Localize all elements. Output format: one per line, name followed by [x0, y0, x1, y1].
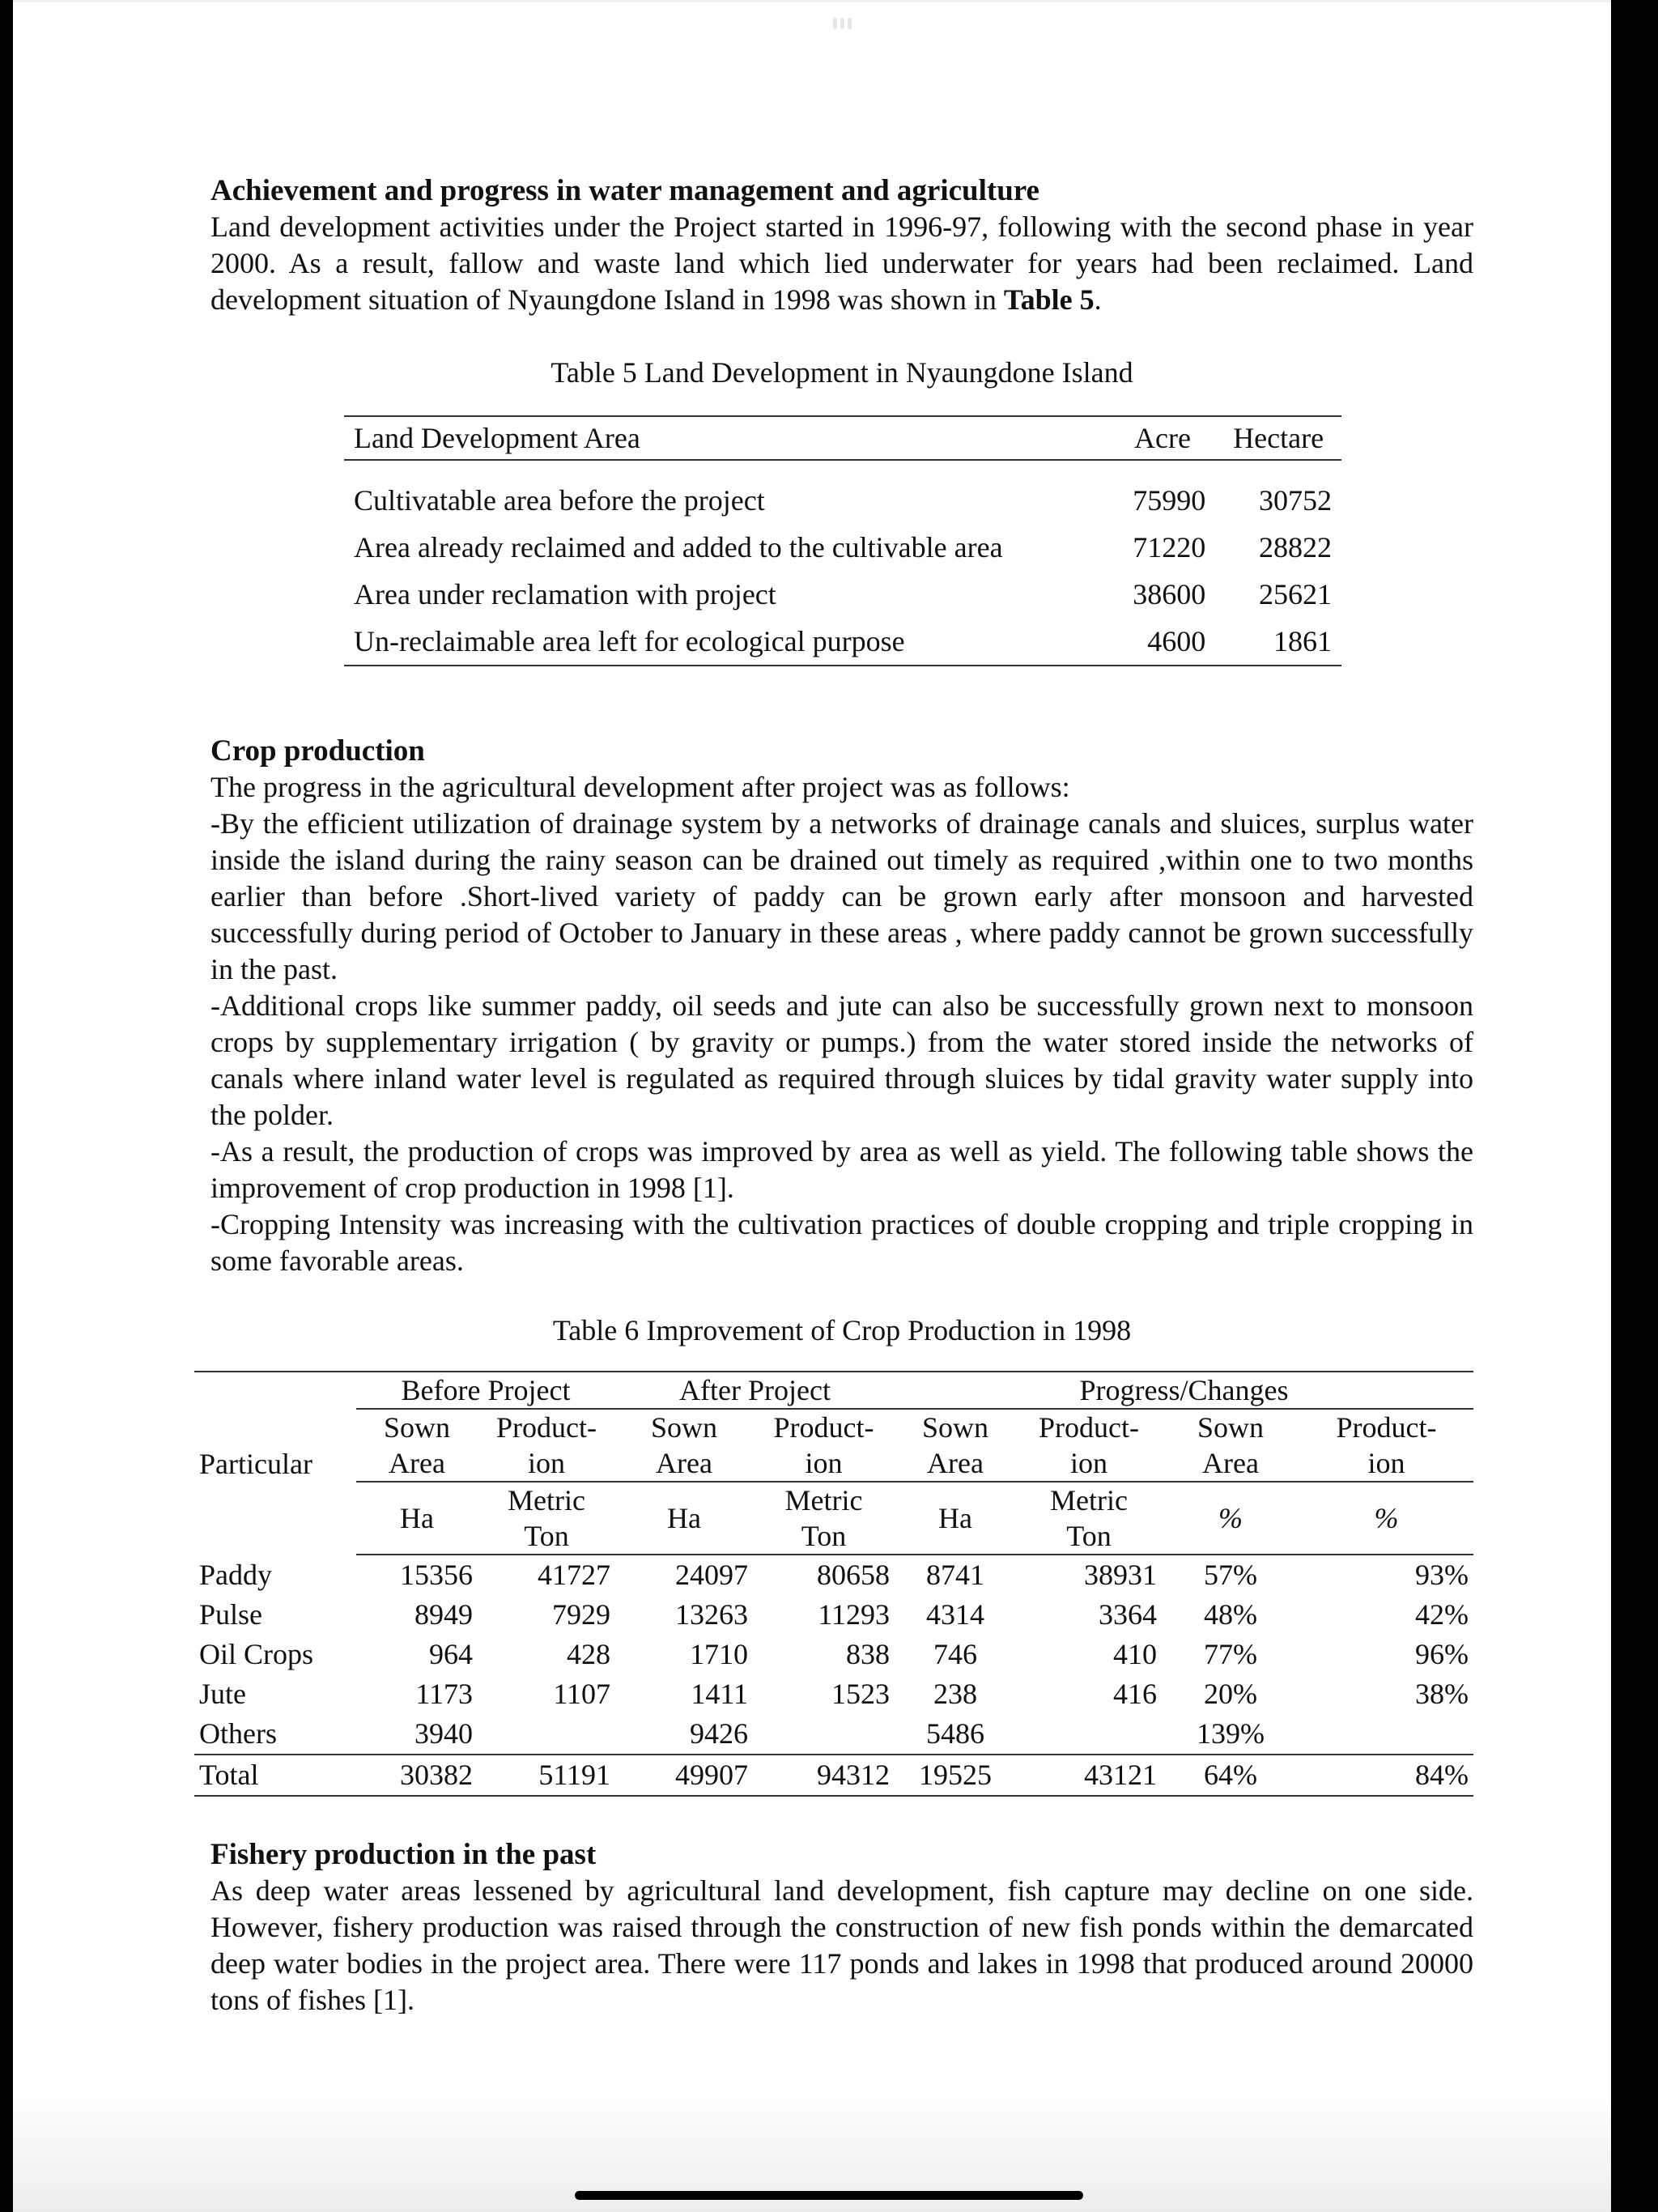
table6-cell-value: 94312 [753, 1755, 895, 1796]
table-row [194, 1555, 1473, 1595]
paragraph-text: . [1094, 283, 1102, 316]
table5-caption: Table 5 Land Development in Nyaungdone Island [551, 356, 1133, 389]
table5-cell-label: Un-reclaimable area left for ecological purpose [344, 618, 1110, 666]
document-page[interactable] [13, 0, 1611, 2212]
table6-cell-value: 15356 [400, 1559, 473, 1591]
table-row [194, 1714, 1473, 1755]
table6-cell-value: 428 [567, 1638, 610, 1670]
paragraph-production-result: -As a result, the production of crops was improved by area as well as yield. The following table shows the improvement of crop production in 1998 [1]. [210, 1135, 1473, 1204]
table6-cell-value: 964 [429, 1638, 473, 1670]
table5-land-development [344, 415, 1341, 666]
table-row-total [194, 1755, 1473, 1796]
table5-cell-acre: 4600 [1110, 618, 1216, 666]
paragraph-fishery: As deep water areas lessened by agricultural land development, fish capture may decline on one side. However, fishery production was raised through the construction of new fish ponds within the demarcated deep water bodies in the project area. There were 117 ponds and lakes in 1998 that produced around 20000 tons of fishes [1]. [210, 1874, 1473, 2016]
table6-cell-value: 11293 [818, 1598, 890, 1631]
table5-cell-hectare: 28822 [1259, 531, 1332, 564]
paragraph-cropping-intensity: -Cropping Intensity was increasing with the cultivation practices of double cropping and triple cropping in some favorable areas. [210, 1208, 1473, 1277]
table6-cell-value: 20% [1204, 1678, 1257, 1710]
table6-cell-value [753, 1714, 895, 1755]
table6-cell-value: 7929 [552, 1598, 610, 1631]
table5-cell-label: Cultivatable area before the project [354, 484, 765, 517]
table6-header-particular: Particular [194, 1372, 356, 1555]
crop-production-paragraphs [210, 769, 1473, 1279]
table6-cell-value: 49907 [615, 1755, 753, 1796]
table6-cell-value: 746 [933, 1638, 977, 1670]
table6-unit: % [1299, 1482, 1473, 1555]
section-heading-fishery: Fishery production in the past [210, 1838, 597, 1871]
table6-cell-value: 9426 [690, 1717, 748, 1750]
table6-cell-value [1016, 1714, 1162, 1755]
table5-cell-hectare: 25621 [1259, 578, 1332, 610]
table6-cell-value: 3940 [414, 1717, 473, 1750]
table6-cell-value: 4314 [926, 1598, 984, 1631]
table6-cell-value [1299, 1714, 1473, 1755]
table6-cell-value: 96% [1415, 1638, 1469, 1670]
section-heading-crop-production: Crop production [210, 734, 425, 768]
table6-unit: % [1162, 1482, 1299, 1555]
table6-cell-particular: Oil Crops [199, 1638, 314, 1670]
table5-header-acre: Acre [1110, 416, 1216, 460]
paragraph-land-development [210, 209, 1473, 318]
table6-cell-value: 838 [846, 1638, 890, 1670]
table6-cell-value: 64% [1162, 1755, 1299, 1796]
table6-cell-value: 13263 [675, 1598, 748, 1631]
table6-cell-value: 19525 [895, 1755, 1016, 1796]
table-row [194, 1635, 1473, 1674]
table6-cell-value: 48% [1204, 1598, 1257, 1631]
table6-cell-value: 30382 [356, 1755, 478, 1796]
table6-unit: Ha [615, 1482, 753, 1555]
table6-cell-particular: Others [199, 1717, 277, 1750]
table6-cell-value [478, 1714, 615, 1755]
table6-cell-value: 42% [1415, 1598, 1469, 1631]
table6-subheader: Sown Area [615, 1409, 753, 1482]
table5-cell-acre: 38600 [1133, 578, 1206, 610]
table6-cell-particular: Pulse [199, 1598, 263, 1631]
table6-unit: Ha [356, 1482, 478, 1555]
paragraph-drainage: -By the efficient utilization of drainage system by a networks of drainage canals and sluices, surplus water inside the island during the rainy season can be drained out timely as required ,within one to two months earlier than before .Short-lived variety of paddy can be grown early after monsoon and harvested successfully during period of October to January in these areas , where paddy cannot be grown successfully in the past. [210, 807, 1473, 985]
table6-cell-value: 3364 [1099, 1598, 1157, 1631]
table6-group-after: After Project [615, 1372, 895, 1409]
table6-subheader: Sown Area [895, 1409, 1016, 1482]
table6-cell-value: 38931 [1084, 1559, 1157, 1591]
table6-crop-production [194, 1371, 1473, 1797]
table6-cell-value: 1173 [415, 1678, 473, 1710]
paragraph-text: Land development activities under the Project started in 1996-97, following with the second phase in year 2000. As a result, fallow and waste land which lied underwater for years had been reclaimed. Land development situation of Nyaungdone Island in 1998 was shown in [210, 211, 1473, 316]
drag-handle-icon[interactable] [823, 15, 861, 32]
table-row [344, 460, 1341, 477]
paragraph-additional-crops: -Additional crops like summer paddy, oil seeds and jute can also be successfully grown next to monsoon crops by supplementary irrigation ( by gravity or pumps.) from the water stored inside the networks of canals where inland water level is regulated as required through sluices by tidal gravity water supply into the polder. [210, 989, 1473, 1131]
table6-unit: Metric Ton [753, 1482, 895, 1555]
table6-cell-value: 410 [1113, 1638, 1157, 1670]
table6-cell-value: 1107 [553, 1678, 610, 1710]
table6-subheader: Sown Area [356, 1409, 478, 1482]
table6-cell-value: 43121 [1016, 1755, 1162, 1796]
table6-cell-value: 80658 [817, 1559, 890, 1591]
table-row [344, 524, 1341, 571]
table6-cell-value: 57% [1204, 1559, 1257, 1591]
table6-group-progress: Progress/Changes [895, 1372, 1473, 1409]
table6-cell-value: 93% [1415, 1559, 1469, 1591]
table-row [344, 477, 1341, 524]
table6-cell-value: 1411 [691, 1678, 748, 1710]
table6-cell-value: 1523 [831, 1678, 890, 1710]
table6-cell-value: 41727 [538, 1559, 610, 1591]
table6-cell-value: 416 [1113, 1678, 1157, 1710]
table6-group-before: Before Project [356, 1372, 615, 1409]
table6-unit: Metric Ton [1016, 1482, 1162, 1555]
table6-cell-particular: Paddy [199, 1558, 272, 1591]
table-row [344, 618, 1341, 666]
paragraph-intro: The progress in the agricultural development after project was as follows: [210, 771, 1070, 803]
table-row [194, 1674, 1473, 1714]
table6-cell-value: 139% [1197, 1717, 1265, 1750]
table5-cell-acre: 75990 [1133, 484, 1206, 517]
table5-cell-label: Area already reclaimed and added to the cultivable area [354, 531, 1003, 564]
table6-cell-particular: Total [194, 1755, 356, 1796]
table6-unit: Metric Ton [478, 1482, 615, 1555]
table-reference: Table 5 [1003, 283, 1095, 316]
table6-cell-value: 51191 [478, 1755, 615, 1796]
table6-cell-value: 38% [1415, 1678, 1469, 1710]
table5-cell-acre: 71220 [1133, 531, 1206, 564]
table5-cell-hectare: 1861 [1215, 618, 1341, 666]
table6-cell-value: 238 [933, 1678, 977, 1710]
table6-subheader: Product- ion [1299, 1409, 1473, 1482]
table6-cell-value: 84% [1299, 1755, 1473, 1796]
table6-caption: Table 6 Improvement of Crop Production in 1998 [552, 1314, 1132, 1346]
table6-cell-value: 8949 [414, 1598, 473, 1631]
table6-cell-particular: Jute [199, 1678, 246, 1710]
table6-subheader: Product- ion [1016, 1409, 1162, 1482]
table-row [344, 571, 1341, 618]
table6-cell-value: 8741 [926, 1559, 984, 1591]
table6-cell-value: 24097 [675, 1559, 748, 1591]
table6-subheader: Sown Area [1162, 1409, 1299, 1482]
table6-unit: Ha [895, 1482, 1016, 1555]
table5-header-area: Land Development Area [344, 416, 1110, 460]
table-row [194, 1595, 1473, 1635]
table6-subheader: Product- ion [478, 1409, 615, 1482]
table5-cell-hectare: 30752 [1259, 484, 1332, 517]
table6-cell-value: 1710 [690, 1638, 748, 1670]
table6-cell-value: 77% [1204, 1638, 1257, 1670]
table6-subheader: Product- ion [753, 1409, 895, 1482]
table5-cell-label: Area under reclamation with project [354, 578, 776, 610]
section-heading-achievement: Achievement and progress in water management and agriculture [210, 174, 1039, 207]
table6-cell-value: 5486 [926, 1717, 984, 1750]
home-indicator[interactable] [575, 2191, 1083, 2200]
table5-header-hectare: Hectare [1215, 416, 1341, 460]
